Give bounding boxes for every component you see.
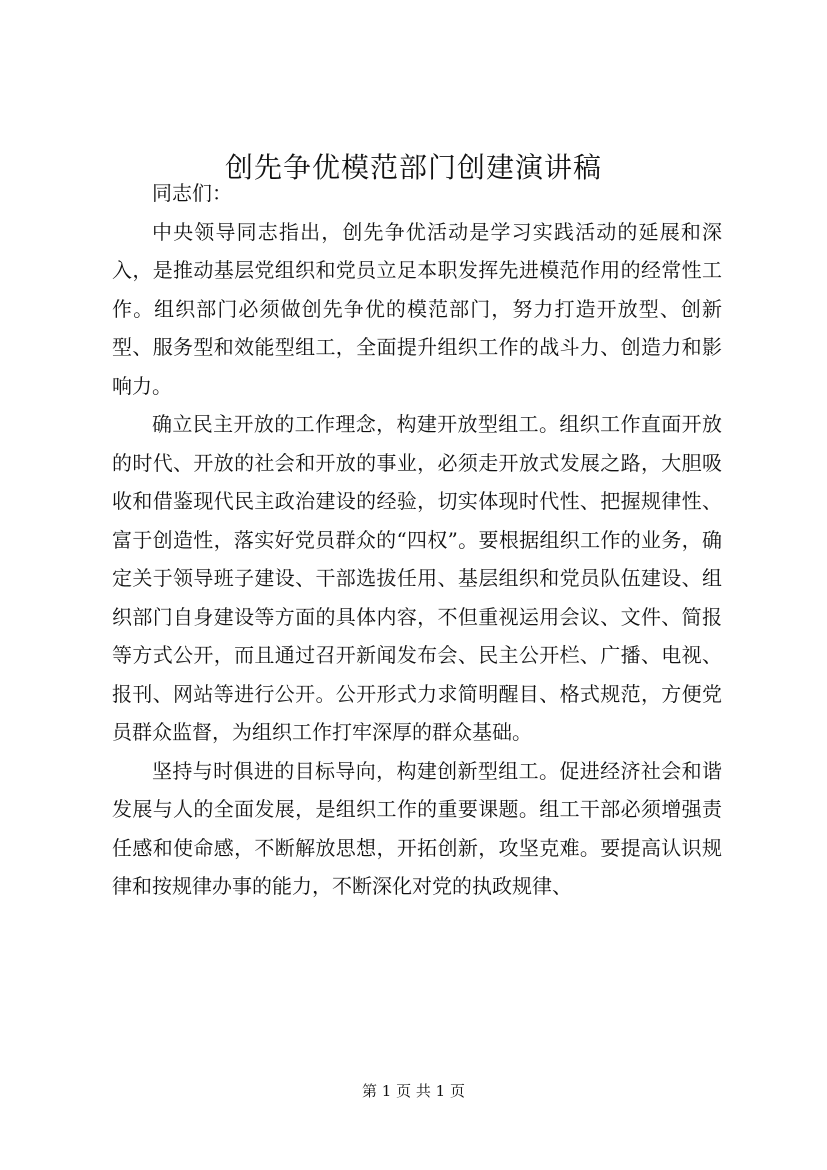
paragraph: 确立民主开放的工作理念，构建开放型组工。组织工作直面开放的时代、开放的社会和开放的事业，必须走开放式发展之路，大胆吸收和借鉴现代民主政治建设的经验，切实体现时代性、把握规律性、富于创造性，落实好党员群众的“四权”。要根据组织工作的业务，确定关于领导班子建设、干部选拔任用、基层组织和党员队伍建设、组织部门自身建设等方面的具体内容，不但重视运用会议、文件、简报等方式公开，而且通过召开新闻发布会、民主公开栏、广播、电视、报刊、网站等进行公开。公开形式力求简明醒目、格式规范，方便党员群众监督，为组织工作打牢深厚的群众基础。 [112,412,722,744]
salutation: 同志们： [152,181,232,205]
paragraph: 中央领导同志指出，创先争优活动是学习实践活动的延展和深入，是推动基层党组织和党员立足本职发挥先进模范作用的经常性工作。组织部门必须做创先争优的模范部门，努力打造开放型、创新型、服务型和效能型组工，全面提升组织工作的战斗力、创造力和影响力。 [112,219,722,398]
paragraph: 坚持与时俱进的目标导向，构建创新型组工。促进经济社会和谐发展与人的全面发展，是组织工作的重要课题。组工干部必须增强责任感和使命感，不断解放思想，开拓创新，攻坚克难。要提高认识规律和按规律办事的能力，不断深化对党的执政规律、 [112,758,722,898]
page-footer: 第 1 页 共 1 页 [362,1082,465,1100]
document-title: 创先争优模范部门创建演讲稿 [224,151,602,184]
document-body [112,174,722,906]
